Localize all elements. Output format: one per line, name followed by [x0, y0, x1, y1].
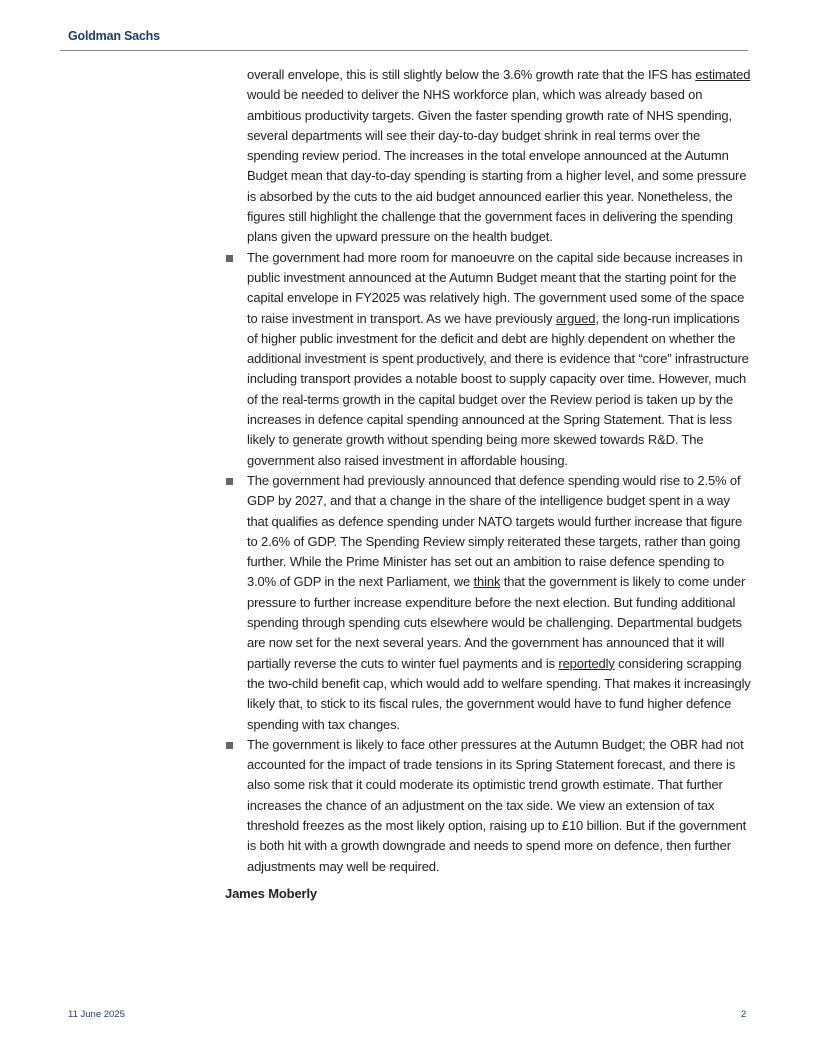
paragraph-continuation	[247, 65, 752, 248]
bullet-defence	[247, 471, 752, 735]
text: The government is likely to face other pressures at the Autumn Budget; the OBR had not accounted for the impact of trade tensions in its Spring Statement forecast, and there is also some risk that it could moderate its optimistic trend growth estimate. That further increases the chance of an adjustment on the tax side. We view an extension of tax threshold freezes as the most likely option, raising up to £10 billion. But if the government is both hit with a growth downgrade and needs to spend more on defence, then further adjustments may well be required.	[247, 736, 747, 874]
text: , the long-run implications of higher public investment for the deficit and debt are highly dependent on whether the additional investment is spent productively, and there is evidence that “core” infrastructure including transport provides a notable boost to supply capacity over time. However, much of the real-terms growth in the capital budget over the Review period is taken up by the increases in defence capital spending announced at the Spring Statement. That is less likely to generate growth without spending being more skewed towards R&D. The government also raised investment in affordable housing.	[247, 310, 749, 468]
bullet-square-icon	[226, 742, 233, 749]
bullet-pressures	[247, 735, 752, 877]
header-divider	[60, 50, 748, 51]
brand-header: Goldman Sachs	[68, 29, 160, 43]
author-name: James Moberly	[225, 885, 317, 901]
bullet-square-icon	[226, 255, 233, 262]
bullet-square-icon	[226, 478, 233, 485]
footer-date: 11 June 2025	[68, 1009, 125, 1020]
bullet-capital	[247, 248, 752, 471]
link-argued[interactable]: argued	[555, 310, 596, 326]
text: considering scrapping the two-child benefit cap, which would add to welfare spending. That makes it increasingly likely that, to stick to its fiscal rules, the government would have to fund higher defence spending with tax changes.	[247, 655, 751, 732]
link-reportedly[interactable]: reportedly	[558, 655, 615, 671]
text: that the government is likely to come under pressure to further increase expenditure before the next election. But funding additional spending through spending cuts elsewhere would be challenging. Departmental budgets are now set for the next several years. And the government has announced that it will partially reverse the cuts to winter fuel payments and is	[247, 574, 746, 671]
text: would be needed to deliver the NHS workforce plan, which was already based on ambitious productivity targets. Given the faster spending growth rate of NHS spending, several departments will see their day-to-day budget shrink in real terms over the spending review period. The increases in the total envelope announced at the Autumn Budget mean that day-to-day spending is starting from a higher level, and some pressure is absorbed by the cuts to the aid budget announced earlier this year. Nonetheless, the figures still highlight the challenge that the government faces in delivering the spending plans given the upward pressure on the health budget.	[247, 87, 747, 245]
text: The government had more room for manoeuvre on the capital side because increases in public investment announced at the Autumn Budget meant that the starting point for the capital envelope in FY2025 was relatively high. The government used some of the space to raise investment in transport. As we have previously	[247, 249, 745, 326]
page-number: 2	[741, 1009, 747, 1020]
link-estimated[interactable]: estimated	[695, 67, 751, 82]
text: overall envelope, this is still slightly below the 3.6% growth rate that the IFS has	[247, 67, 696, 82]
text: The government had previously announced that defence spending would rise to 2.5% of GDP by 2027, and that a change in the share of the intelligence budget spent in a way that qualifies as defence spending under NATO targets would further increase that figure to 2.6% of GDP. The Spending Review simply reiterated these targets, rather than going further. While the Prime Minister has set out an ambition to raise defence spending to 3.0% of GDP in the next Parliament, we	[247, 472, 743, 590]
article-body	[225, 65, 752, 904]
link-think[interactable]: think	[473, 574, 501, 590]
